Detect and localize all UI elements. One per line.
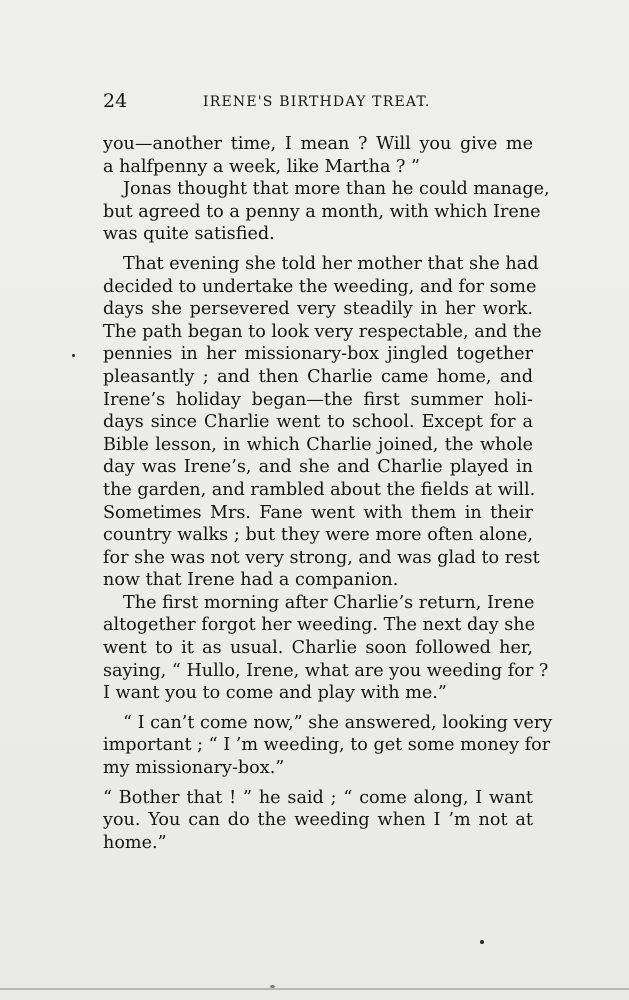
page-number: 24 [103, 90, 128, 112]
paragraph [103, 712, 553, 780]
text-line: Irene’s holiday began—the first summer holi- [103, 389, 533, 410]
text-line: Bible lesson, in which Charlie joined, the whole [103, 434, 533, 455]
text-line: but agreed to a penny a month, with which Irene [103, 201, 541, 222]
text-line: “ Bother that ! ” he said ; “ come along, I want [103, 787, 533, 808]
text-line: Jonas thought that more than he could manage, [123, 179, 550, 200]
text-line: altogether forgot her weeding. The next day she [103, 615, 536, 636]
text-line: saying, “ Hullo, Irene, what are you weeding for ? [103, 660, 549, 681]
text-line: you—another time, I mean ? Will you give me [103, 134, 533, 154]
text-line: That evening she told her mother that she had [123, 253, 539, 274]
paragraph [103, 592, 549, 705]
text-line: days since Charlie went to school. Except for a [103, 412, 533, 433]
text-line: The first morning after Charlie’s return, Irene [123, 592, 535, 613]
text-line: the garden, and rambled about the fields at will. [103, 479, 536, 500]
text-line: home.” [103, 832, 167, 853]
text-line: my missionary-box.” [103, 758, 285, 779]
text-line: decided to undertake the weeding, and for some [103, 276, 537, 297]
text-line: The path began to look very respectable, and the [103, 321, 542, 342]
running-title: IRENE'S BIRTHDAY TREAT. [203, 94, 431, 110]
text-line: “ I can’t come now,” she answered, looking very [123, 712, 553, 733]
text-line: I want you to come and play with me.” [103, 683, 447, 704]
text-line: pleasantly ; and then Charlie came home, and [103, 366, 533, 387]
body-text [103, 133, 553, 854]
text-line: was quite satisfied. [103, 224, 275, 245]
text-line: important ; “ I ’m weeding, to get some money for [103, 735, 551, 756]
text-line: days she persevered very steadily in her work. [103, 299, 533, 320]
text-line: for she was not very strong, and was glad to rest [103, 547, 540, 568]
paragraph [103, 178, 550, 246]
page-header [103, 90, 523, 116]
ink-speck [72, 354, 75, 357]
paragraph [103, 133, 533, 178]
text-line: country walks ; but they were more often alone, [103, 525, 533, 546]
text-line: went to it as usual. Charlie soon followed her, [103, 638, 533, 659]
text-line: Sometimes Mrs. Fane went with them in their [103, 502, 533, 523]
text-line: you. You can do the weeding when I ’m not at [103, 810, 533, 831]
text-line: a halfpenny a week, like Martha ? ” [103, 156, 421, 177]
text-line: pennies in her missionary-box jingled together [103, 344, 533, 365]
text-line: day was Irene’s, and she and Charlie played in [103, 457, 533, 478]
ink-speck [480, 940, 484, 944]
paragraph [103, 787, 533, 855]
page-edge [0, 988, 629, 990]
text-line: now that Irene had a companion. [103, 570, 399, 591]
paragraph [103, 253, 542, 592]
